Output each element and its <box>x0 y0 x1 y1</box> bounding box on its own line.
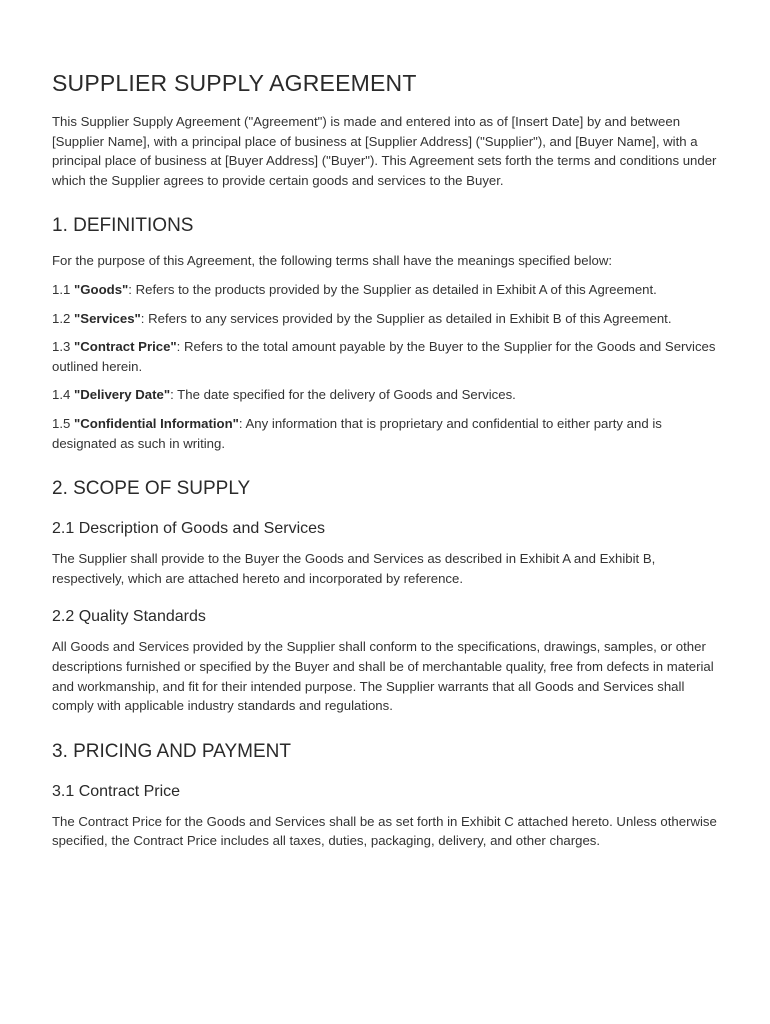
definition-number: 1.1 <box>52 281 71 297</box>
subsection-text: The Supplier shall provide to the Buyer the Goods and Services as described in Exhibit A and Exhibit B, respectively, which are attached hereto and incorporated by reference. <box>52 551 656 586</box>
pricing-section <box>52 741 718 851</box>
definition-text: : The date specified for the delivery of Goods and Services. <box>170 387 516 403</box>
definition-number: 1.4 <box>52 387 71 403</box>
pricing-heading: 3. PRICING AND PAYMENT <box>52 740 291 762</box>
subsection-heading: 3.1 Contract Price <box>52 782 181 800</box>
definition-number: 1.2 <box>52 310 71 326</box>
definitions-lead: For the purpose of this Agreement, the following terms shall have the meanings specified below: <box>52 253 613 269</box>
definitions-heading: 1. DEFINITIONS <box>52 215 194 237</box>
definition-text: : Refers to any services provided by the Supplier as detailed in Exhibit B of this Agreement. <box>140 310 672 326</box>
definition-term: "Services" <box>74 310 141 326</box>
document-title: SUPPLIER SUPPLY AGREEMENT <box>52 70 417 96</box>
definition-term: "Goods" <box>74 281 129 297</box>
subsection-heading: 2.2 Quality Standards <box>52 608 206 626</box>
subsection-heading: 2.1 Description of Goods and Services <box>52 520 326 538</box>
definition-item <box>52 414 718 453</box>
subsection-text: All Goods and Services provided by the Supplier shall conform to the specifications, drawings, samples, or other descriptions furnished or specified by the Buyer and shall be of merchantable quality, free from defects in material and workmanship, and fit for their intended purpose. The Supplier warrants that all Goods and Services shall comply with applicable industry standards and regulations. <box>52 639 714 714</box>
definitions-section <box>52 215 718 453</box>
scope-section <box>52 478 718 716</box>
scope-heading: 2. SCOPE OF SUPPLY <box>52 478 251 500</box>
definition-item <box>52 337 718 376</box>
subsection-text: The Contract Price for the Goods and Services shall be as set forth in Exhibit C attached hereto. Unless otherwise specified, the Contract Price includes all taxes, duties, packaging, delivery, and other charges. <box>52 813 717 849</box>
pricing-subsection-contract-price <box>52 783 718 851</box>
definition-item <box>52 309 718 329</box>
definition-term: "Contract Price" <box>74 339 177 355</box>
scope-subsection-quality <box>52 608 718 715</box>
definition-text: : Any information that is proprietary and confidential to either party and is designated as such in writing. <box>52 415 662 451</box>
definition-term: "Delivery Date" <box>74 387 171 403</box>
scope-subsection-description <box>52 520 718 588</box>
definition-term: "Confidential Information" <box>74 415 239 431</box>
definition-number: 1.3 <box>52 339 71 355</box>
definition-item <box>52 280 718 300</box>
intro-paragraph: This Supplier Supply Agreement ("Agreement") is made and entered into as of [Insert Date] by and between [Supplier Name], with a principal place of business at [Supplier Address] ("Supplier"), and [Buyer Name], with a principal place of business at [Buyer Address] ("Buyer"). This Agreement sets forth the terms and conditions under which the Supplier agrees to provide certain goods and services to the Buyer. <box>52 114 717 188</box>
definition-text: : Refers to the products provided by the Supplier as detailed in Exhibit A of this Agreement. <box>128 281 657 297</box>
definition-item <box>52 385 718 405</box>
definition-text: : Refers to the total amount payable by the Buyer to the Supplier for the Goods and Services outlined herein. <box>52 339 716 374</box>
definition-number: 1.5 <box>52 415 71 431</box>
